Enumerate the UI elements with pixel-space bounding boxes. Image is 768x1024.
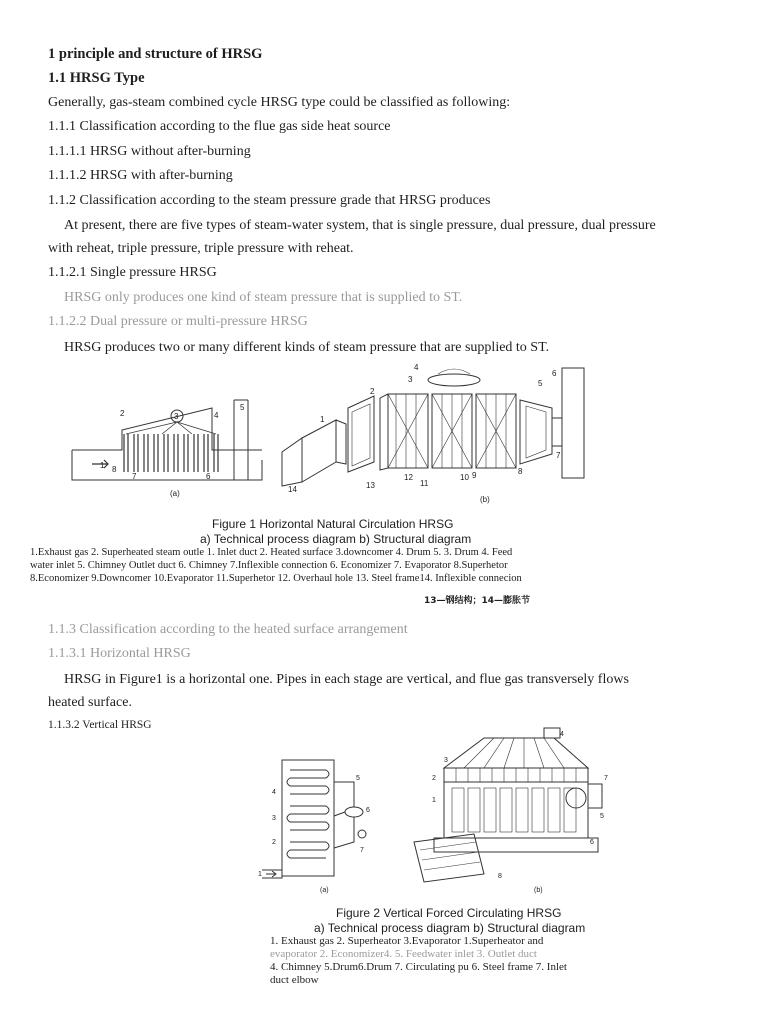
fig1b-num-11: 11 (420, 479, 429, 488)
fig2b-num-6: 6 (590, 839, 594, 846)
figure2-process-diagram (254, 752, 394, 894)
horizontal-text-line-1: HRSG in Figure1 is a horizontal one. Pipes in each stage are vertical, and flue gas transversely flows (64, 672, 629, 687)
figure1-label-a: (a) (170, 489, 180, 498)
figure1-legend-chinese: 13—钢结构；14—膨胀节 (424, 596, 531, 606)
fig1a-num-3: 3 (174, 412, 179, 421)
fig1b-num-3: 3 (408, 375, 413, 384)
figure2-subtitle: a) Technical process diagram b) Structural diagram (314, 921, 586, 935)
fig2b-num-4: 4 (560, 731, 564, 738)
fig2a-num-7: 7 (360, 847, 364, 854)
figure2-label-a: (a) (320, 887, 329, 894)
fig2a-num-5: 5 (356, 775, 360, 782)
figure2-legend-line-3: 4. Chimney 5.Drum6.Drum 7. Circulating pu 6. Steel frame 7. Inlet (270, 961, 567, 973)
figure2-legend-line-1: 1. Exhaust gas 2. Superheator 3.Evaporator 1.Superheator and (270, 935, 544, 947)
fig1b-num-9: 9 (472, 471, 477, 480)
fig1b-num-12: 12 (404, 473, 413, 482)
horizontal-text-line-2: heated surface. (48, 695, 132, 710)
fig1a-num-4: 4 (214, 411, 219, 420)
fig1b-num-13: 13 (366, 481, 375, 490)
heading-1-1-1: 1.1.1 Classification according to the flue gas side heat source (48, 119, 391, 134)
fig1b-num-5: 5 (538, 379, 543, 388)
single-pressure-text: HRSG only produces one kind of steam pressure that is supplied to ST. (64, 290, 463, 305)
fig2b-num-3: 3 (444, 757, 448, 764)
fig2a-num-3: 3 (272, 815, 276, 822)
fig1b-num-10: 10 (460, 473, 469, 482)
fig1b-num-8: 8 (518, 467, 523, 476)
heading-1-1-1-2: 1.1.1.2 HRSG with after-burning (48, 168, 233, 183)
figure1-process-diagram (62, 388, 272, 504)
fig2b-num-7: 7 (604, 775, 608, 782)
paragraph-line-2: with reheat, triple pressure, triple pressure with reheat. (48, 241, 354, 256)
figure2-label-b: (b) (534, 887, 543, 894)
figure1-subtitle: a) Technical process diagram b) Structural diagram (200, 532, 472, 546)
intro-text: Generally, gas-steam combined cycle HRSG type could be classified as following: (48, 95, 511, 110)
fig2b-num-5: 5 (600, 813, 604, 820)
fig1b-num-4: 4 (414, 363, 419, 372)
fig1b-num-14: 14 (288, 485, 297, 494)
fig1b-num-7: 7 (556, 451, 561, 460)
figure1-structural-diagram (276, 362, 606, 508)
fig1a-num-5: 5 (240, 403, 245, 412)
heading-1-1-2: 1.1.2 Classification according to the steam pressure grade that HRSG produces (48, 193, 491, 208)
heading-1-1-3: 1.1.3 Classification according to the heated surface arrangement (48, 622, 408, 637)
fig1a-num-6: 6 (206, 472, 211, 481)
figure1-legend-line-3: 8.Economizer 9.Downcomer 10.Evaporator 11.Superhetor 12. Overhaul hole 13. Steel frame14. Inflexible connecion (30, 573, 522, 584)
dual-pressure-text: HRSG produces two or many different kinds of steam pressure that are supplied to ST. (64, 340, 550, 355)
heading-1-1-2-1: 1.1.2.1 Single pressure HRSG (48, 265, 217, 280)
fig1b-num-2: 2 (370, 387, 375, 396)
heading-principle: 1 principle and structure of HRSG (48, 46, 263, 62)
heading-1-1-1-1: 1.1.1.1 HRSG without after-burning (48, 144, 251, 159)
fig2a-num-6: 6 (366, 807, 370, 814)
figure2-title: Figure 2 Vertical Forced Circulating HRSG (336, 906, 562, 920)
fig1a-num-1: 1 (100, 461, 105, 470)
fig1a-num-8: 8 (112, 465, 117, 474)
fig2b-num-8: 8 (498, 873, 502, 880)
heading-hrsg-type: 1.1 HRSG Type (48, 70, 145, 86)
figure2-legend-line-4: duct elbow (270, 974, 319, 986)
fig1b-num-1: 1 (320, 415, 325, 424)
figure1-legend-line-2: water inlet 5. Chimney Outlet duct 6. Chimney 7.Inflexible connection 6. Economizer 7. Evaporator 8.Superhetor (30, 560, 508, 571)
heading-1-1-3-1: 1.1.3.1 Horizontal HRSG (48, 646, 191, 661)
fig1a-num-2: 2 (120, 409, 125, 418)
figure1-legend-line-1: 1.Exhaust gas 2. Superheated steam outle 1. Inlet duct 2. Heated surface 3.downcomer 4. Drum 5. 3. Drum 4. Feed (30, 547, 513, 558)
heading-1-1-3-2: 1.1.3.2 Vertical HRSG (48, 719, 152, 731)
fig2a-num-2: 2 (272, 839, 276, 846)
paragraph-line-1: At present, there are five types of steam-water system, that is single pressure, dual pressure, dual pressure (64, 218, 656, 233)
fig2a-num-4: 4 (272, 789, 276, 796)
fig1a-num-7: 7 (132, 472, 137, 481)
fig2b-num-2: 2 (432, 775, 436, 782)
fig1b-num-6: 6 (552, 369, 557, 378)
figure1-title: Figure 1 Horizontal Natural Circulation HRSG (212, 517, 454, 531)
figure1-label-b: (b) (480, 495, 490, 504)
fig2b-num-1: 1 (432, 797, 436, 804)
heading-1-1-2-2: 1.1.2.2 Dual pressure or multi-pressure HRSG (48, 314, 308, 329)
figure2-legend-line-2: evaporator 2. Economizer4. 5. Feedwater inlet 3. Outlet duct (270, 948, 537, 960)
figure2-structural-diagram (404, 724, 616, 896)
fig2a-num-1: 1 (258, 871, 262, 878)
